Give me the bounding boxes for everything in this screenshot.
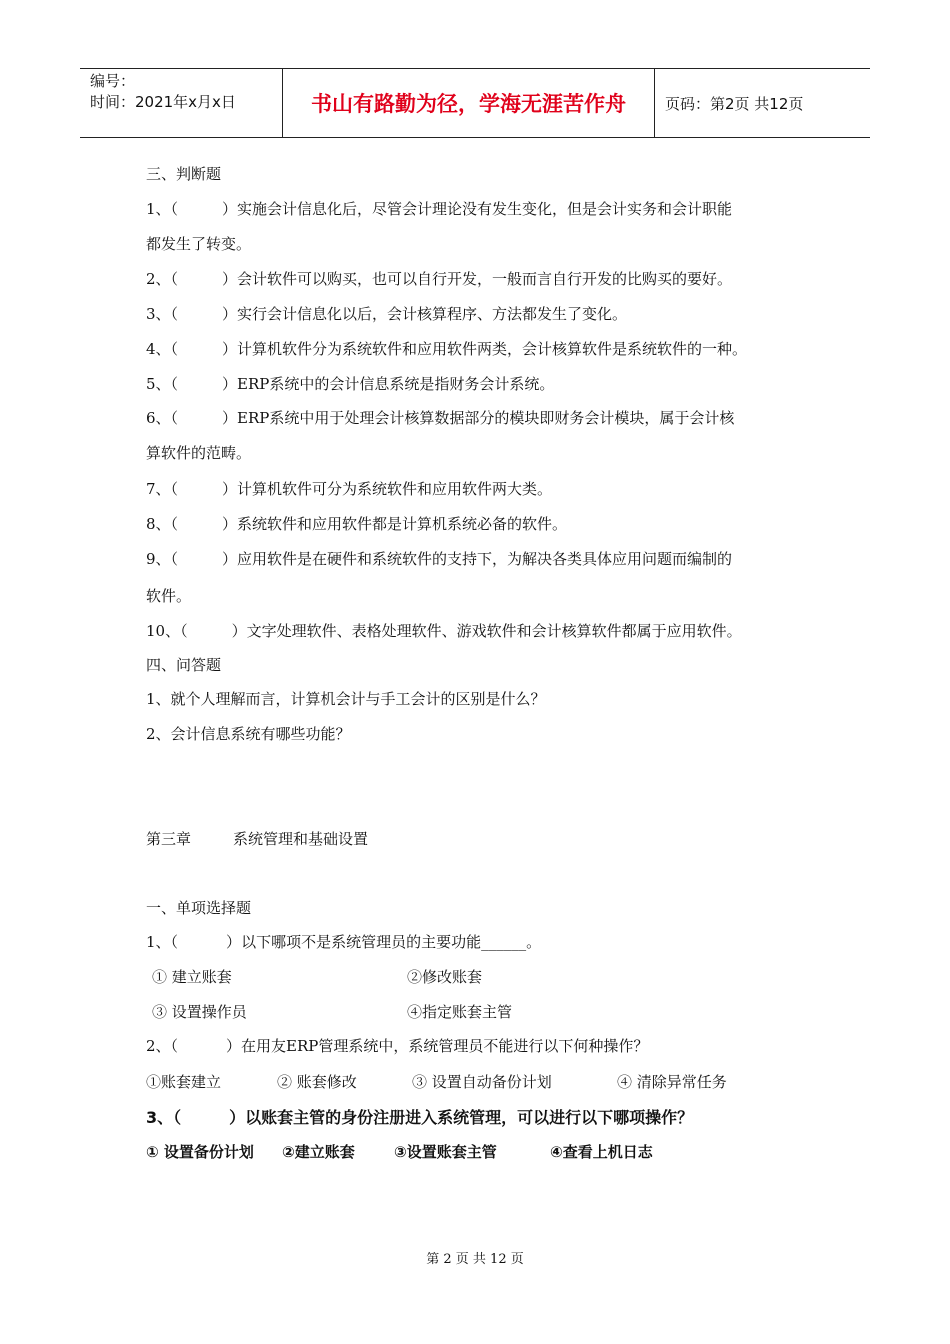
q2-option-2: ② 账套修改 bbox=[277, 1073, 357, 1091]
q2-option-4: ④ 清除异常任务 bbox=[617, 1073, 727, 1091]
judgement-item-9: 9、（ ）应用软件是在硬件和系统软件的支持下，为解决各类具体应用问题而编制的 bbox=[146, 550, 733, 568]
choice-question-2: 2、（ ）在用友ERP管理系统中，系统管理员不能进行以下何种操作？ bbox=[146, 1037, 649, 1055]
chapter-title: 系统管理和基础设置 bbox=[233, 830, 369, 848]
qa-item-2: 2、会计信息系统有哪些功能？ bbox=[146, 725, 351, 743]
judgement-item-6-cont: 算软件的范畴。 bbox=[146, 444, 252, 462]
section-title-qa: 四、问答题 bbox=[146, 656, 222, 674]
q3-option-4: ④查看上机日志 bbox=[550, 1143, 653, 1161]
judgement-item-6: 6、（ ）ERP系统中用于处理会计核算数据部分的模块即财务会计模块，属于会计核 bbox=[146, 409, 735, 427]
judgement-item-2: 2、（ ）会计软件可以购买，也可以自行开发，一般而言自行开发的比购买的要好。 bbox=[146, 270, 733, 288]
q1-option-1: ① 建立账套 bbox=[152, 968, 232, 986]
judgement-item-1-cont: 都发生了转变。 bbox=[146, 235, 252, 253]
q1-option-4: ④指定账套主管 bbox=[407, 1003, 513, 1021]
choice-question-3: 3、（ ）以账套主管的身份注册进入系统管理，可以进行以下哪项操作？ bbox=[146, 1108, 694, 1127]
judgement-item-1: 1、（ ）实施会计信息化后，尽管会计理论没有发生变化，但是会计实务和会计职能 bbox=[146, 200, 733, 218]
judgement-item-9-cont: 软件。 bbox=[146, 587, 192, 605]
doc-date-label: 时间：2021年x月x日 bbox=[90, 93, 236, 111]
section-title-single-choice: 一、单项选择题 bbox=[146, 899, 252, 917]
page-header bbox=[80, 68, 870, 138]
q2-option-1: ①账套建立 bbox=[146, 1073, 222, 1091]
doc-number-label: 编号： bbox=[90, 72, 136, 90]
judgement-item-7: 7、（ ）计算机软件可分为系统软件和应用软件两大类。 bbox=[146, 480, 553, 498]
judgement-item-8: 8、（ ）系统软件和应用软件都是计算机系统必备的软件。 bbox=[146, 515, 568, 533]
chapter-heading bbox=[146, 828, 368, 849]
q3-option-3: ③设置账套主管 bbox=[394, 1143, 497, 1161]
q3-option-1: ① 设置备份计划 bbox=[146, 1143, 254, 1161]
header-left-cell bbox=[80, 69, 282, 137]
choice-question-1: 1、（ ）以下哪项不是系统管理员的主要功能______。 bbox=[146, 933, 542, 951]
q3-option-2: ②建立账套 bbox=[282, 1143, 355, 1161]
judgement-item-10: 10、（ ）文字处理软件、表格处理软件、游戏软件和会计核算软件都属于应用软件。 bbox=[146, 622, 742, 640]
header-page-label: 页码：第2页 共12页 bbox=[665, 94, 804, 113]
chapter-label: 第三章 bbox=[146, 830, 192, 848]
judgement-item-4: 4、（ ）计算机软件分为系统软件和应用软件两类，会计核算软件是系统软件的一种。 bbox=[146, 340, 748, 358]
judgement-item-3: 3、（ ）实行会计信息化以后，会计核算程序、方法都发生了变化。 bbox=[146, 305, 628, 323]
qa-item-1: 1、就个人理解而言，计算机会计与手工会计的区别是什么？ bbox=[146, 690, 546, 708]
judgement-item-5: 5、（ ）ERP系统中的会计信息系统是指财务会计系统。 bbox=[146, 375, 555, 393]
q1-option-2: ②修改账套 bbox=[407, 968, 483, 986]
q1-option-3: ③ 设置操作员 bbox=[152, 1003, 247, 1021]
header-motto: 书山有路勤为径，学海无涯苦作舟 bbox=[282, 69, 655, 137]
page-footer: 第 2 页 共 12 页 bbox=[426, 1252, 524, 1267]
section-title-judgement: 三、判断题 bbox=[146, 165, 222, 183]
q2-option-3: ③ 设置自动备份计划 bbox=[412, 1073, 552, 1091]
